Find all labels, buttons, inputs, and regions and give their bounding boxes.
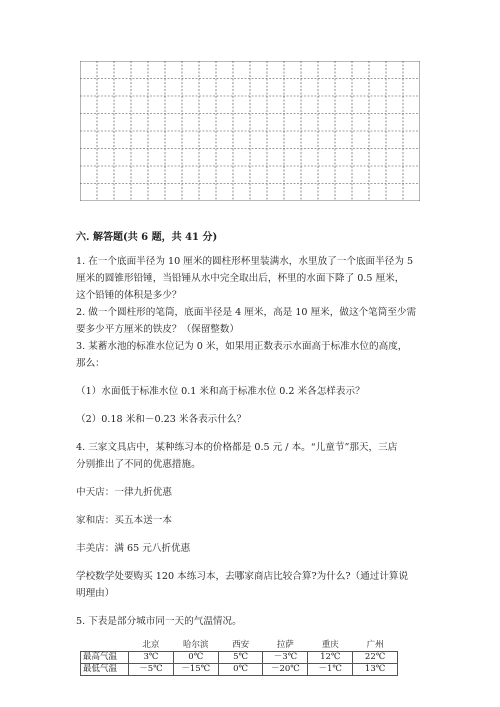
problem-3-sub-1: （1）水面低于标准水位 0.1 米和高于标准水位 0.2 米各怎样表示？ (76, 386, 365, 397)
problem-2-line-2: 要多少平方厘米的铁皮？（保留整数） (76, 324, 240, 335)
temp-cell: 12℃ (308, 652, 353, 664)
problem-3-line-2: 那么： (76, 358, 105, 369)
city-header: 重庆 (308, 640, 353, 652)
problem-3-sub-2: （2）0.18 米和－0.23 米各表示什么？ (76, 414, 247, 425)
problem-4-line-1: 4. 三家文具店中，某种练习本的价格都是 0.5 元 / 本。“儿童节”那天，三店 (76, 442, 398, 453)
city-header: 广州 (353, 640, 398, 652)
problem-1-line-1: 1. 在一个底面半径为 10 厘米的圆柱形杯里装满水，水里放了一个底面半径为 5 (76, 256, 414, 267)
city-header: 西安 (218, 640, 263, 652)
table-row (81, 664, 398, 676)
problem-2-line-1: 2. 做一个圆柱形的笔筒，底面半径是 4 厘米，高是 10 厘米，做这个笔筒至少需 (76, 307, 417, 318)
problem-3-line-1: 3. 某蓄水池的标准水位记为 0 米，如果用正数表示水面高于标准水位的高度， (76, 341, 408, 352)
question-4-line-1: 学校数学处要购买 120 本练习本，去哪家商店比较合算?为什么?（通过计算说 (76, 571, 409, 582)
problem-4-line-2: 分别推出了不同的优惠措施。 (76, 459, 201, 470)
problem-1-line-3: 这个铅锤的体积是多少？ (76, 290, 182, 301)
store-zhongtian: 中天店：一律九折优惠 (76, 487, 172, 498)
temp-cell: 0℃ (173, 652, 218, 664)
temperature-table (80, 640, 398, 676)
city-header: 拉萨 (263, 640, 308, 652)
section-heading: 六. 解答题(共 6 题，共 41 分) (76, 232, 218, 243)
problem-5: 5. 下表是部分城市同一天的气温情况。 (76, 616, 242, 627)
temp-cell: －20℃ (263, 664, 308, 676)
table-header-row (81, 640, 398, 652)
table-row (81, 652, 398, 664)
temp-cell: －1℃ (308, 664, 353, 676)
temp-cell: 3℃ (129, 652, 174, 664)
temp-cell: －5℃ (129, 664, 174, 676)
temp-cell: 13℃ (353, 664, 398, 676)
temp-cell: －3℃ (263, 652, 308, 664)
row-label: 最低气温 (81, 664, 129, 676)
city-header: 哈尔滨 (173, 640, 218, 652)
store-fengmei: 丰美店：满 65 元八折优惠 (76, 543, 191, 554)
temp-cell: －15℃ (173, 664, 218, 676)
row-label: 最高气温 (81, 652, 129, 664)
store-jiahe: 家和店：买五本送一本 (76, 515, 172, 526)
question-4-line-2: 明理由） (76, 588, 115, 599)
grid-paper (80, 61, 420, 201)
problem-1-line-2: 厘米的圆锥形铅锤，当铅锤从水中完全取出后，杯里的水面下降了 0.5 厘米， (76, 273, 405, 284)
temp-cell: 0℃ (218, 664, 263, 676)
city-header: 北京 (129, 640, 174, 652)
temp-cell: 22℃ (353, 652, 398, 664)
table-corner-cell (81, 640, 129, 652)
temp-cell: 5℃ (218, 652, 263, 664)
